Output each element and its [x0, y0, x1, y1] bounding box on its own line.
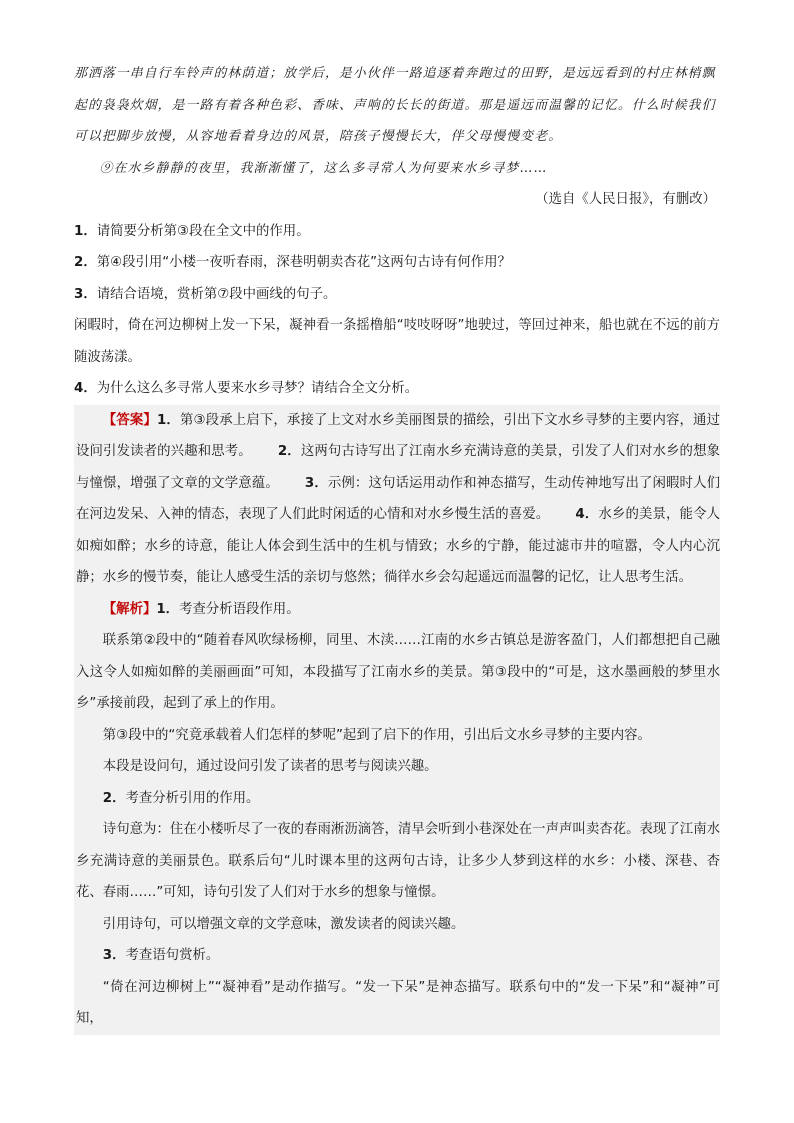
question-number: 2． — [74, 255, 97, 270]
question-text: 请结合语境，赏析第⑦段中画线的句子。 — [96, 286, 337, 302]
answer-tag: 【答案】 — [102, 412, 157, 428]
question-number: 1． — [74, 223, 97, 239]
question-text: 为什么这么多寻常人要来水乡寻梦？请结合全文分析。 — [96, 381, 419, 396]
passage-line: 起的袅袅炊烟，是一路有着各种色彩、香味、声响的长长的街道。那是遥远而温馨的记忆。什么时候我们 — [74, 97, 716, 113]
analysis-number: 2． — [102, 790, 126, 806]
analysis-title: 考查分析语段作用。 — [179, 601, 300, 617]
question-4 — [74, 373, 720, 405]
answer-3: 示例：这句话运用动作和神态描写，生动传神地写出了闲暇时人们在河边发呆、入神的情态，表现了人们此时闲适的心情和对水乡慢生活的喜爱。 — [76, 475, 720, 522]
document-page — [74, 58, 720, 1035]
answer-number: 1． — [156, 412, 180, 428]
question-number: 3． — [74, 286, 97, 302]
answer-4: 水乡的美景，能令人如痴如醉；水乡的诗意，能让人体会到生活中的生机与情致；水乡的宁静，能过滤市井的喧嚣，令人内心沉静；水乡的慢节奏，能让人感受生活的亲切与悠然；徜徉水乡会勾起遥远而温馨的记忆，让人思考生活。 — [76, 507, 721, 585]
analysis-title: 考查分析引用的作用。 — [125, 790, 260, 806]
analysis-heading-1 — [74, 594, 720, 626]
analysis-text: 第③段中的“究竟承载着人们怎样的梦呢”起到了启下的作用，引出后文水乡寻梦的主要内容。 — [102, 727, 651, 743]
analysis-heading-3 — [74, 940, 720, 972]
question-3-quote: 闲暇时，倚在河边柳树上发一下呆，凝神看一条摇橹船“吱吱呀呀”地驶过，等回过神来，船也就在不远的前方随波荡漾。 — [74, 318, 720, 365]
question-text: 第④段引用“小楼一夜听春雨，深巷明朝卖杏花”这两句古诗有何作用？ — [96, 255, 511, 270]
question-text: 请简要分析第③段在全文中的作用。 — [96, 223, 310, 239]
analysis-text: “倚在河边柳树上”“凝神看”是动作描写。“发一下呆”是神态描写。联系句中的“发一下呆”和“凝神”可知， — [76, 979, 720, 1026]
passage-paragraph-8 — [74, 58, 720, 153]
analysis-text: 引用诗句，可以增强文章的文学意味，激发读者的阅读兴趣。 — [102, 916, 465, 932]
question-number: 4． — [74, 381, 97, 396]
answer-number: 2． — [277, 444, 301, 459]
analysis-heading-2 — [74, 783, 720, 815]
question-3 — [74, 279, 720, 311]
analysis-tag: 【解析】 — [102, 601, 157, 617]
analysis-number: 3． — [102, 948, 126, 963]
passage-line: 可以把脚步放慢，从容地看着身边的风景，陪孩子慢慢长大，伴父母慢慢变老。 — [74, 129, 563, 144]
analysis-text: 诗句意为：住在小楼听尽了一夜的春雨淅沥滴答，清早会听到小巷深处在一声声叫卖杏花。表现了江南水乡充满诗意的美丽景色。联系后句“儿时课本里的这两句古诗，让多少人梦到这样的水乡：小楼、深巷、杏花、春雨……”可知，诗句引发了人们对于水乡的想象与憧憬。 — [76, 822, 720, 900]
question-2 — [74, 247, 720, 279]
answer-1: 第③段承上启下，承接了上文对水乡美丽图景的描绘，引出下文水乡寻梦的主要内容，通过设问引发读者的兴趣和思考。 — [76, 412, 720, 459]
analysis-title: 考查语句赏析。 — [125, 948, 220, 963]
answer-analysis-block — [74, 405, 720, 1035]
analysis-text: 联系第②段中的“随着春风吹绿杨柳，同里、木渎……江南的水乡古镇总是游客盈门，人们都想把自己融入这令人如痴如醉的美丽画面”可知，本段描写了江南水乡的美景。第③段中的“可是，这水墨画般的梦里水乡”承接前段，起到了承上的作用。 — [76, 633, 720, 711]
analysis-number: 1． — [156, 601, 180, 617]
answer-paragraph — [74, 405, 720, 594]
question-1 — [74, 216, 720, 248]
answer-2: 这两句古诗写出了江南水乡充满诗意的美景，引发了人们对水乡的想象与憧憬，增强了文章的文学意蕴。 — [76, 444, 720, 491]
analysis-text: 本段是设问句，通过设问引发了读者的思考与阅读兴趣。 — [102, 759, 438, 774]
passage-line: 那洒落一串自行车铃声的林荫道；放学后，是小伙伴一路追逐着奔跑过的田野，是远远看到的村庄林梢飘 — [74, 66, 716, 81]
answer-number: 4． — [575, 507, 599, 522]
passage-source: （选自《人民日报》，有删改） — [535, 192, 716, 207]
answer-number: 3． — [304, 475, 328, 491]
passage-paragraph-9: ⑨在水乡静静的夜里，我渐渐懂了，这么多寻常人为何要来水乡寻梦…… — [99, 160, 548, 176]
